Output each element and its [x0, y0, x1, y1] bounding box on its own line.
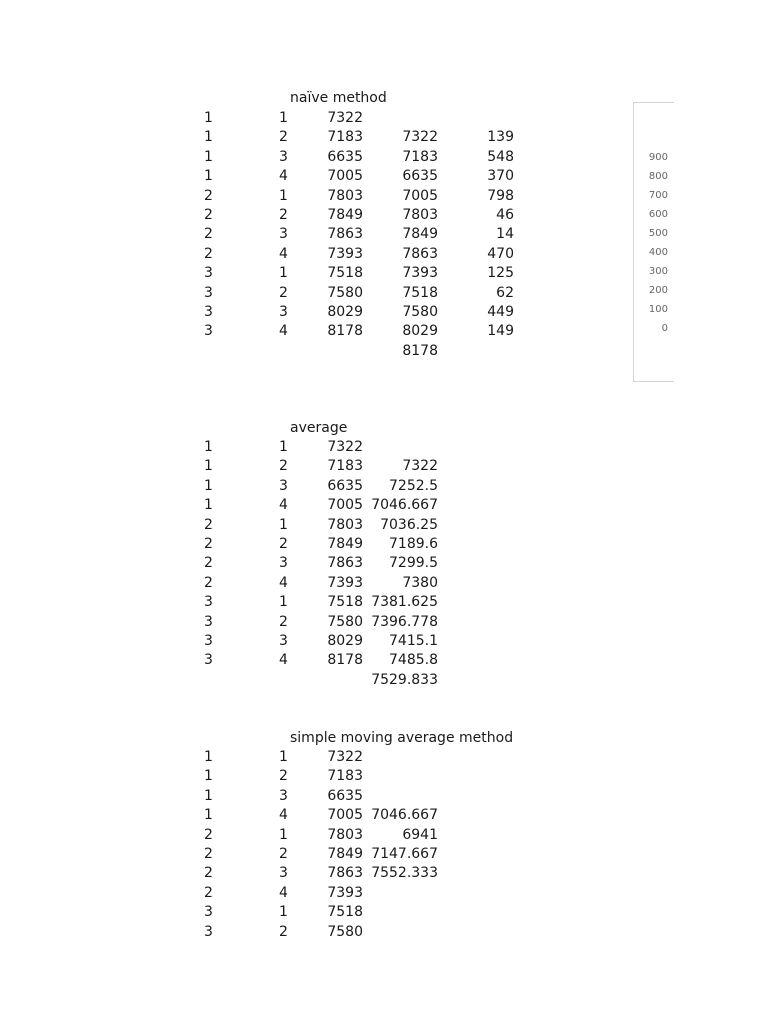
- y-tick-label: 500: [648, 228, 668, 239]
- average-cell: 1: [204, 497, 213, 514]
- naive-cell: 1: [279, 110, 288, 126]
- average-cell: 3: [204, 613, 213, 630]
- naive-cell: 7183: [402, 148, 438, 165]
- average-cell: 2: [279, 458, 288, 475]
- sma-cell: 3: [204, 923, 213, 940]
- sma-cell: 7580: [327, 923, 363, 940]
- sma-cell: 2: [279, 846, 288, 862]
- average-cell: 7849: [327, 536, 363, 552]
- sma-cell: 7147.667: [371, 846, 438, 862]
- naive-cell: 1: [279, 187, 288, 204]
- y-tick-label: 300: [648, 266, 668, 277]
- naive-cell: 1: [204, 110, 213, 126]
- average-cell: 7485.8: [389, 652, 438, 669]
- average-cell: 7380: [402, 574, 438, 591]
- sma-cell: 1: [279, 826, 288, 843]
- sma-cell: 7518: [327, 904, 363, 921]
- average-cell: 3: [279, 477, 288, 494]
- sma-cell: 7005: [327, 807, 363, 824]
- y-tick-label: 900: [648, 152, 668, 163]
- naive-cell: 3: [279, 226, 288, 243]
- average-cell: 1: [279, 516, 288, 533]
- average-cell: 4: [279, 574, 288, 591]
- average-cell: 2: [204, 536, 213, 552]
- average-cell: 7396.778: [371, 613, 438, 630]
- naive-cell: 798: [487, 187, 514, 204]
- naive-cell: 2: [204, 245, 213, 262]
- sma-title: simple moving average method: [290, 730, 514, 746]
- average-cell: 3: [204, 652, 213, 669]
- average-cell: 7046.667: [371, 497, 438, 514]
- sma-cell: 1: [204, 787, 213, 804]
- sma-cell: 1: [204, 749, 213, 765]
- average-cell: 1: [204, 439, 213, 455]
- sma-cell: 1: [279, 904, 288, 921]
- naive-cell: 62: [496, 284, 514, 301]
- average-cell: 7322: [327, 439, 363, 455]
- average-cell: 7036.25: [380, 516, 438, 533]
- naive-cell: 1: [279, 265, 288, 282]
- naive-cell: 3: [279, 304, 288, 320]
- naive-cell: 139: [487, 129, 514, 146]
- average-cell: 7393: [327, 574, 363, 591]
- sma-cell: 4: [279, 884, 288, 901]
- naive-cell: 8029: [327, 304, 363, 320]
- average-cell: 2: [204, 574, 213, 591]
- naive-cell: 7322: [327, 110, 363, 126]
- sma-cell: 7322: [327, 749, 363, 765]
- y-tick-label: 0: [661, 323, 668, 334]
- naive-cell: 7580: [327, 284, 363, 301]
- sma-cell: 6941: [402, 826, 438, 843]
- average-cell: 7580: [327, 613, 363, 630]
- average-cell: 7005: [327, 497, 363, 514]
- naive-cell: 7393: [327, 245, 363, 262]
- sma-cell: 6635: [327, 787, 363, 804]
- average-cell: 2: [279, 613, 288, 630]
- naive-cell: 7518: [402, 284, 438, 301]
- naive-cell: 370: [487, 168, 514, 185]
- average-cell: 7322: [402, 458, 438, 475]
- sma-cell: 2: [204, 865, 213, 882]
- sma-cell: 3: [279, 865, 288, 882]
- y-tick-label: 600: [648, 209, 668, 220]
- average-cell: 8178: [327, 652, 363, 669]
- naive-cell: 4: [279, 168, 288, 185]
- sma-cell: 7803: [327, 826, 363, 843]
- naive-cell: 6635: [402, 168, 438, 185]
- naive-cell: 4: [279, 245, 288, 262]
- average-cell: 4: [279, 652, 288, 669]
- average-cell: 7252.5: [389, 477, 438, 494]
- naive-cell: 6635: [327, 148, 363, 165]
- naive-cell: 2: [279, 129, 288, 146]
- average-cell: 4: [279, 497, 288, 514]
- sma-cell: 7183: [327, 768, 363, 785]
- average-cell: 7299.5: [389, 555, 438, 572]
- average-cell: 7518: [327, 594, 363, 611]
- sma-cell: 2: [279, 923, 288, 940]
- sma-cell: 7046.667: [371, 807, 438, 824]
- naive-cell: 449: [487, 304, 514, 320]
- average-cell: 3: [279, 555, 288, 572]
- naive-cell: 2: [204, 187, 213, 204]
- naive-cell: 46: [496, 207, 514, 223]
- average-cell: 6635: [327, 477, 363, 494]
- naive-cell: 4: [279, 323, 288, 340]
- sma-cell: 2: [204, 846, 213, 862]
- naive-cell: 7393: [402, 265, 438, 282]
- sma-cell: 3: [279, 787, 288, 804]
- naive-cell: 7803: [327, 187, 363, 204]
- y-tick-label: 100: [648, 304, 668, 315]
- naive-cell: 3: [279, 148, 288, 165]
- sma-cell: 3: [204, 904, 213, 921]
- sma-cell: 1: [279, 749, 288, 765]
- sma-cell: 2: [204, 884, 213, 901]
- average-cell: 8029: [327, 633, 363, 649]
- average-cell: 7415.1: [389, 633, 438, 649]
- naive-cell: 470: [487, 245, 514, 262]
- sma-cell: 4: [279, 807, 288, 824]
- average-cell: 1: [204, 458, 213, 475]
- average-cell: 1: [279, 439, 288, 455]
- naive-cell: 7863: [402, 245, 438, 262]
- average-cell: 3: [204, 633, 213, 649]
- naive-cell: 8178: [402, 342, 438, 359]
- naive-cell: 125: [487, 265, 514, 282]
- naive-cell: 3: [204, 323, 213, 340]
- sma-cell: 2: [279, 768, 288, 785]
- y-tick-label: 400: [648, 247, 668, 258]
- naive-cell: 7005: [402, 187, 438, 204]
- naive-cell: 1: [204, 148, 213, 165]
- average-cell: 7803: [327, 516, 363, 533]
- sma-cell: 2: [204, 826, 213, 843]
- average-cell: 2: [204, 555, 213, 572]
- naive-cell: 7005: [327, 168, 363, 185]
- average-cell: 2: [279, 536, 288, 552]
- average-cell: 7529.833: [371, 671, 438, 688]
- naive-cell: 149: [487, 323, 514, 340]
- sma-cell: 7552.333: [371, 865, 438, 882]
- average-cell: 3: [204, 594, 213, 611]
- naive-cell: 2: [204, 226, 213, 243]
- y-tick-label: 700: [648, 190, 668, 201]
- y-tick-label: 200: [648, 285, 668, 296]
- average-cell: 1: [204, 477, 213, 494]
- naive-cell: 7322: [402, 129, 438, 146]
- naive-cell: 1: [204, 168, 213, 185]
- naive-cell: 14: [496, 226, 514, 243]
- naive-cell: 7863: [327, 226, 363, 243]
- naive-cell: 7849: [327, 207, 363, 223]
- naive-cell: 8029: [402, 323, 438, 340]
- sma-cell: 1: [204, 768, 213, 785]
- average-cell: 3: [279, 633, 288, 649]
- average-title: average: [290, 420, 348, 436]
- sma-cell: 1: [204, 807, 213, 824]
- naive-cell: 7803: [402, 207, 438, 223]
- naive-cell: 3: [204, 304, 213, 320]
- chart-frame-clipped: [633, 102, 674, 382]
- naive-cell: 1: [204, 129, 213, 146]
- naive-cell: 7183: [327, 129, 363, 146]
- average-cell: 7381.625: [371, 594, 438, 611]
- average-cell: 7183: [327, 458, 363, 475]
- naive-cell: 2: [279, 207, 288, 223]
- naive-cell: 3: [204, 284, 213, 301]
- naive-cell: 7849: [402, 226, 438, 243]
- naive-cell: 7518: [327, 265, 363, 282]
- naive-cell: 7580: [402, 304, 438, 320]
- average-cell: 7863: [327, 555, 363, 572]
- sma-cell: 7849: [327, 846, 363, 862]
- naive-cell: 548: [487, 148, 514, 165]
- average-cell: 7189.6: [389, 536, 438, 552]
- sma-cell: 7863: [327, 865, 363, 882]
- y-tick-label: 800: [648, 171, 668, 182]
- average-cell: 1: [279, 594, 288, 611]
- average-cell: 2: [204, 516, 213, 533]
- naive-cell: 8178: [327, 323, 363, 340]
- naive-cell: 3: [204, 265, 213, 282]
- naive-method-title: naïve method: [290, 90, 387, 106]
- sma-cell: 7393: [327, 884, 363, 901]
- naive-cell: 2: [279, 284, 288, 301]
- naive-cell: 2: [204, 207, 213, 223]
